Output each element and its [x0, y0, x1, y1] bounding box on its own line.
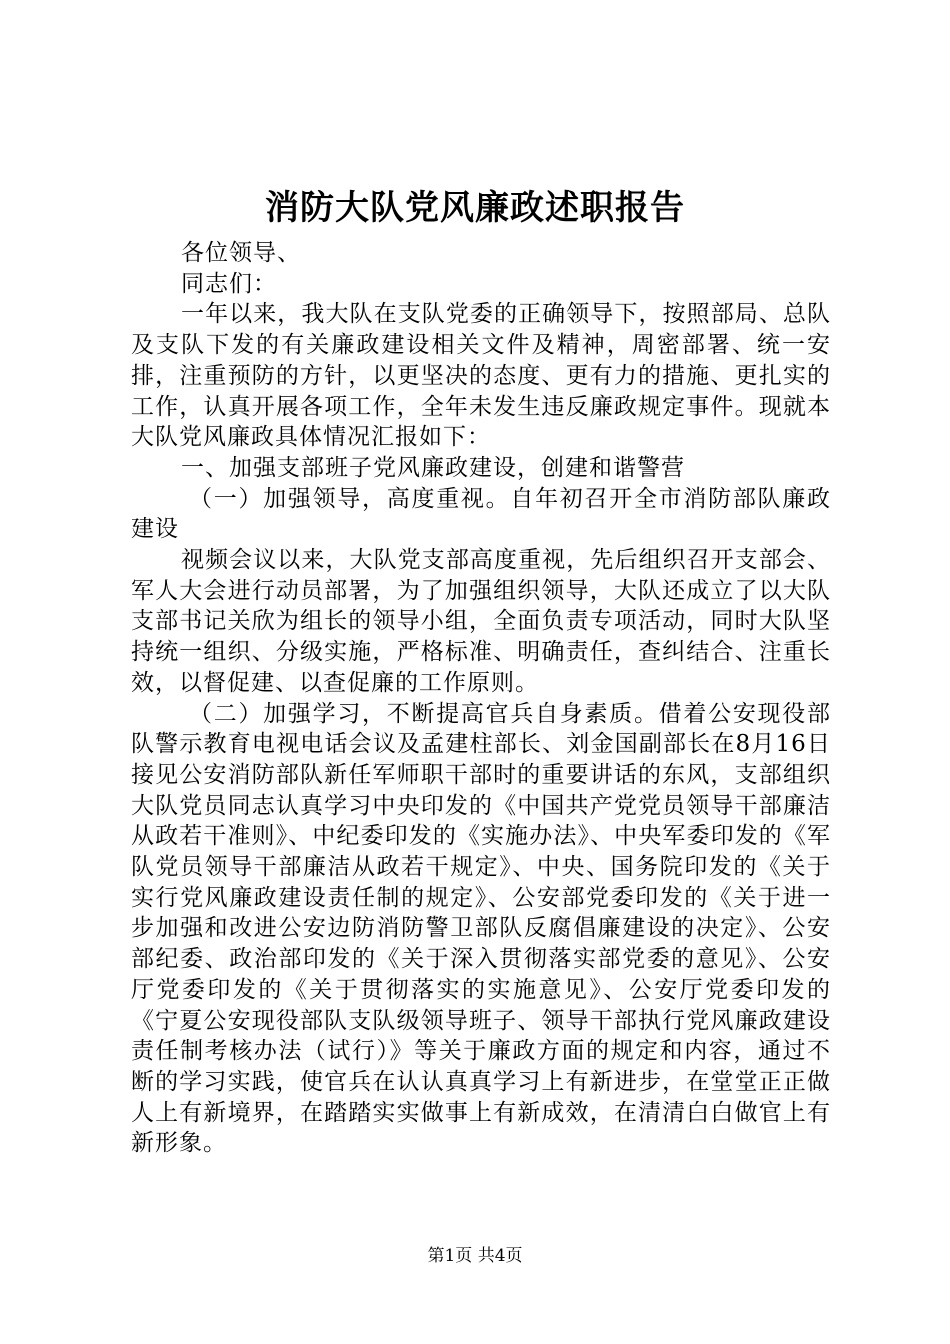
subsection-heading-1: （一）加强领导，高度重视。自年初召开全市消防部队廉政建设 — [131, 485, 831, 543]
intro-paragraph: 一年以来，我大队在支队党委的正确领导下，按照部局、总队及支队下发的有关廉政建设相关文件及精神，周密部署、统一安排，注重预防的方针，以更坚决的态度、更有力的措施、更扎实的工作，认真开展各项工作，全年未发生违反廉政规定事件。现就本大队党风廉政具体情况汇报如下： — [131, 301, 831, 451]
salutation-leaders: 各位领导、 — [181, 240, 301, 266]
salutation-comrades: 同志们： — [181, 270, 277, 297]
document-body — [131, 238, 831, 1159]
section-heading-1: 一、加强支部班子党风廉政建设，创建和谐警营 — [181, 454, 685, 481]
document-title: 消防大队党风廉政述职报告 — [265, 188, 685, 228]
subsection-1-paragraph: 视频会议以来，大队党支部高度重视，先后组织召开支部会、军人大会进行动员部署，为了加强组织领导，大队还成立了以大队支部书记关欣为组长的领导小组，全面负责专项活动，同时大队坚持统一组织、分级实施，严格标准、明确责任，查纠结合、注重长效，以督促建、以查促廉的工作原则。 — [131, 547, 831, 696]
page-footer: 第1页 共4页 — [427, 1246, 523, 1266]
subsection-2-paragraph: （二）加强学习，不断提高官兵自身素质。借着公安现役部队警示教育电视电话会议及孟建柱部长、刘金国副部长在8月16日接见公安消防部队新任军师职干部时的重要讲话的东风，支部组织大队党员同志认真学习中央印发的《中国共产党党员领导干部廉洁从政若干准则》、中纪委印发的《实施办法》、中央军委印发的《军队党员领导干部廉洁从政若干规定》、中央、国务院印发的《关于实行党风廉政建设责任制的规定》、公安部党委印发的《关于进一步加强和改进公安边防消防警卫部队反腐倡廉建设的决定》、公安部纪委、政治部印发的《关于深入贯彻落实部党委的意见》、公安厅党委印发的《关于贯彻落实的实施意见》、公安厅党委印发的《宁夏公安现役部队支队级领导班子、领导干部执行党风廉政建设责任制考核办法（试行）》等关于廉政方面的规定和内容，通过不断的学习实践，使官兵在认认真真学习上有新进步，在堂堂正正做人上有新境界，在踏踏实实做事上有新成效，在清清白白做官上有新形象。 — [131, 700, 831, 1157]
